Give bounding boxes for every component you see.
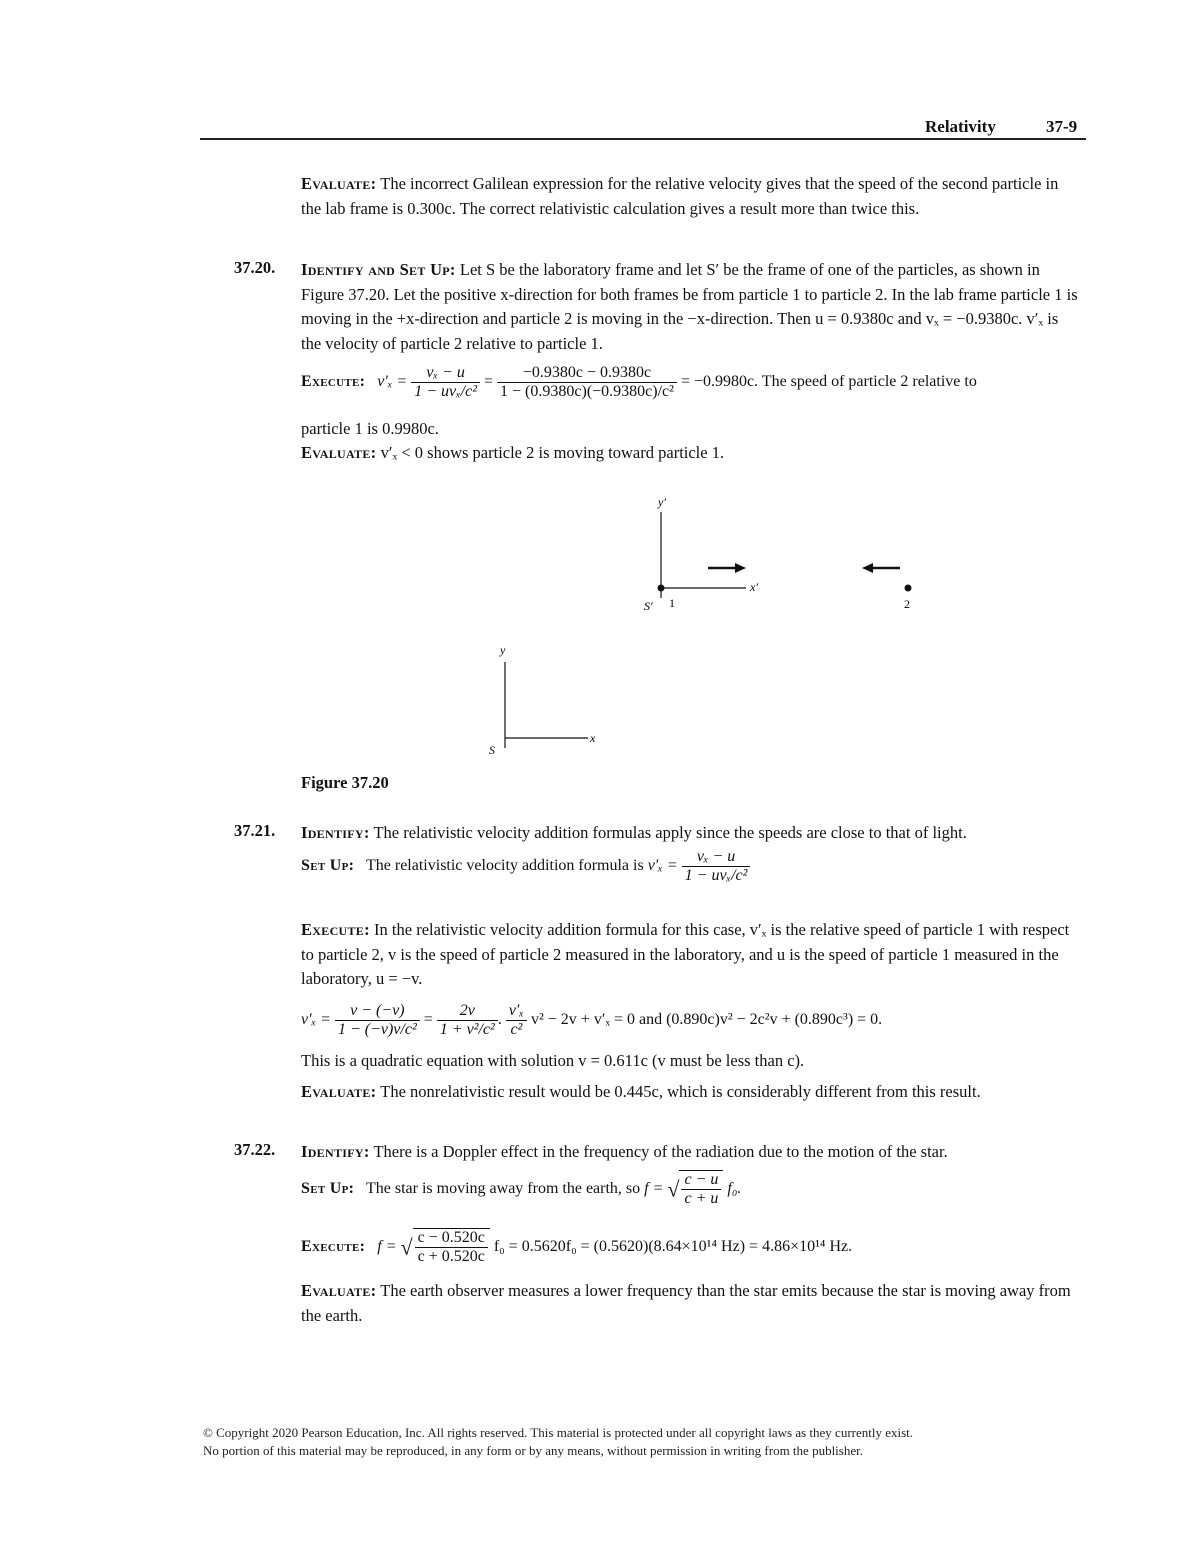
copyright-line-2: No portion of this material may be reproduced, in any form or by any means, without permission in writing from the publisher. <box>203 1443 863 1458</box>
fraction-denominator: 1 − uvₓ/c² <box>414 383 477 400</box>
p3722-setup-equation <box>301 1170 741 1208</box>
particle-2-dot <box>905 585 912 592</box>
identify-text: The relativistic velocity addition formulas apply since the speeds are close to that of light. <box>373 823 967 842</box>
evaluate-text: The earth observer measures a lower frequency than the star emits because the star is moving away from the earth. <box>301 1281 1071 1325</box>
header-rule <box>200 138 1086 140</box>
header-page-number: 37-9 <box>1046 117 1078 136</box>
sqrt-radicand <box>413 1228 490 1266</box>
identify-text: There is a Doppler effect in the frequency of the radiation due to the motion of the star. <box>373 1142 948 1161</box>
fraction-2 <box>437 1002 498 1039</box>
setup-label: Set Up: <box>301 1180 355 1198</box>
p3721-setup-equation <box>301 848 750 885</box>
s-prime-label: S′ <box>644 599 653 613</box>
evaluate-text: The incorrect Galilean expression for the relative velocity gives that the speed of the second particle in the lab frame is 0.300c. The correct relativistic calculation gives a result more than twice this. <box>301 174 1059 218</box>
fraction-numeric <box>497 364 677 401</box>
figure-caption: Figure 37.20 <box>301 773 389 792</box>
p3722-execute-equation <box>301 1228 852 1266</box>
execute-result: = −0.9980c. The speed of particle 2 relative to <box>680 373 977 391</box>
p3720-execute-line2: particle 1 is 0.9980c. <box>301 419 439 438</box>
setup-text: The star is moving away from the earth, so <box>366 1180 641 1198</box>
particle-1-dot <box>658 585 665 592</box>
fraction-denominator: c + 0.520c <box>417 1248 485 1265</box>
p3721-identify-paragraph <box>301 821 1081 846</box>
identify-label: Identify: <box>301 1142 370 1161</box>
problem-number-3722: 37.22. <box>234 1140 276 1159</box>
evaluate-label: Evaluate: <box>301 1082 377 1101</box>
execute-label: Execute: <box>301 373 366 391</box>
f-lhs: f = <box>644 1180 664 1198</box>
fraction-denominator: 1 + v²/c² <box>439 1021 495 1038</box>
p3721-execute-equation: v′ₓ = $\frac{v - (-v)}{\text{1 − (−v)v/c²}}$ = $\frac{2v}{\text{1 + v²/c²}}$ . $\frac{\text{v′ₓ}}{\text{c²}}$ v² − 2v + v′ₓ = 0 and (0.890c)v² − 2c²v + (0.890c³) = 0. <box>301 1002 883 1038</box>
p3720-execute-equation <box>301 364 977 401</box>
figure-37-20 <box>470 490 940 760</box>
evaluate-label: Evaluate: <box>301 443 377 462</box>
f0-term: f₀. <box>727 1180 742 1198</box>
doppler-numeric-fraction <box>415 1229 488 1266</box>
arrow-right-head-icon <box>735 563 746 573</box>
velocity-addition-fraction <box>682 848 751 885</box>
s-label: S <box>489 743 495 757</box>
x-prime-label: x′ <box>750 580 758 594</box>
vx-prime-lhs: v′ₓ = <box>647 857 678 875</box>
p3721-execute-paragraph <box>301 918 1081 992</box>
fraction-general <box>411 364 480 401</box>
fraction-denominator: c + u <box>684 1190 719 1207</box>
fraction-numerator: vₓ − u <box>682 848 751 867</box>
sqrt-radicand <box>679 1170 723 1208</box>
fraction-denominator: 1 − (0.9380c)(−0.9380c)/c² <box>500 383 674 400</box>
identify-label: Identify: <box>301 823 370 842</box>
problem-number-3721: 37.21. <box>234 821 276 840</box>
p3720-identify-paragraph <box>301 258 1081 356</box>
fraction-denominator: 1 − uvₓ/c² <box>684 867 748 884</box>
quadratic-equations: v² − 2v + v′ₓ = 0 and (0.890c)v² − 2c²v + (0.890c³) = 0. <box>530 1011 883 1029</box>
fraction-denominator: 1 − (−v)v/c² <box>337 1021 417 1038</box>
fraction-numerator: c − u <box>681 1171 721 1190</box>
x-label: x <box>590 731 596 745</box>
setup-text: The relativistic velocity addition formula is <box>366 857 644 875</box>
vx-prime-lhs: v′ₓ = <box>301 1011 331 1029</box>
p3721-evaluate-paragraph <box>301 1080 1081 1105</box>
evaluate-label: Evaluate: <box>301 174 377 193</box>
particle-2-label: 2 <box>904 597 910 611</box>
setup-label: Set Up: <box>301 857 355 875</box>
fraction-numerator: 2v <box>437 1002 498 1021</box>
evaluate-text: v′ₓ < 0 shows particle 2 is moving toward particle 1. <box>380 443 725 462</box>
y-prime-label: y′ <box>658 495 666 509</box>
execute-label: Execute: <box>301 1238 366 1256</box>
evaluate-label: Evaluate: <box>301 1281 377 1300</box>
fraction-numerator: v − (−v) <box>335 1002 420 1021</box>
execute-result: f₀ = 0.5620f₀ = (0.5620)(8.64×10¹⁴ Hz) = 4.86×10¹⁴ Hz. <box>493 1238 853 1256</box>
arrow-left-head-icon <box>862 563 873 573</box>
fraction-numerator: c − 0.520c <box>415 1229 488 1248</box>
fraction-denominator: c² <box>510 1021 523 1038</box>
f-lhs: f = <box>377 1238 397 1256</box>
p3722-evaluate-paragraph <box>301 1279 1081 1328</box>
particle-1-label: 1 <box>669 596 675 610</box>
vx-prime-lhs: v′ₓ = <box>377 373 408 391</box>
fraction-1 <box>335 1002 420 1039</box>
doppler-fraction <box>681 1171 721 1208</box>
fraction-numerator: v′ₓ <box>506 1002 527 1021</box>
p3722-identify-paragraph <box>301 1140 1081 1165</box>
p3720-evaluate-paragraph <box>301 441 1081 466</box>
p3721-quadratic-text: This is a quadratic equation with solution v = 0.611c (v must be less than c). <box>301 1051 805 1070</box>
equals-sign: = <box>484 373 494 391</box>
sqrt-icon: √ <box>667 1176 680 1202</box>
sqrt-icon: √ <box>400 1234 413 1260</box>
execute-text: In the relativistic velocity addition formula for this case, v′ₓ is the relative speed of particle 1 with respect to particle 2, v is the speed of particle 2 measured in the laboratory, and u is the speed of particle 1 measured in the laboratory, u = −v. <box>301 920 1070 988</box>
header-title: Relativity <box>925 117 996 136</box>
y-label: y <box>500 643 506 657</box>
problem-number-3720: 37.20. <box>234 258 276 277</box>
execute-label: Execute: <box>301 920 370 939</box>
fraction-numerator: vₓ − u <box>411 364 480 383</box>
identify-setup-text: Let S be the laboratory frame and let S′ be the frame of one of the particles, as shown in Figure 37.20. Let the positive x-direction for both frames be from particle 1 to particle 2. In the lab frame particle 1 is moving in the +x-direction and particle 2 is moving in the −x-direction. Then u = 0.9380c and vₓ = −0.9380c. v′ₓ is the velocity of particle 2 relative to particle 1. <box>301 260 1078 353</box>
fraction-3 <box>506 1002 527 1039</box>
fraction-numerator: −0.9380c − 0.9380c <box>497 364 677 383</box>
intro-evaluate-paragraph <box>301 172 1081 221</box>
copyright-line-1: © Copyright 2020 Pearson Education, Inc. All rights reserved. This material is protected under all copyright laws as they currently exist. <box>203 1425 914 1440</box>
identify-setup-label: Identify and Set Up: <box>301 260 456 279</box>
evaluate-text: The nonrelativistic result would be 0.445c, which is considerably different from this result. <box>380 1082 981 1101</box>
